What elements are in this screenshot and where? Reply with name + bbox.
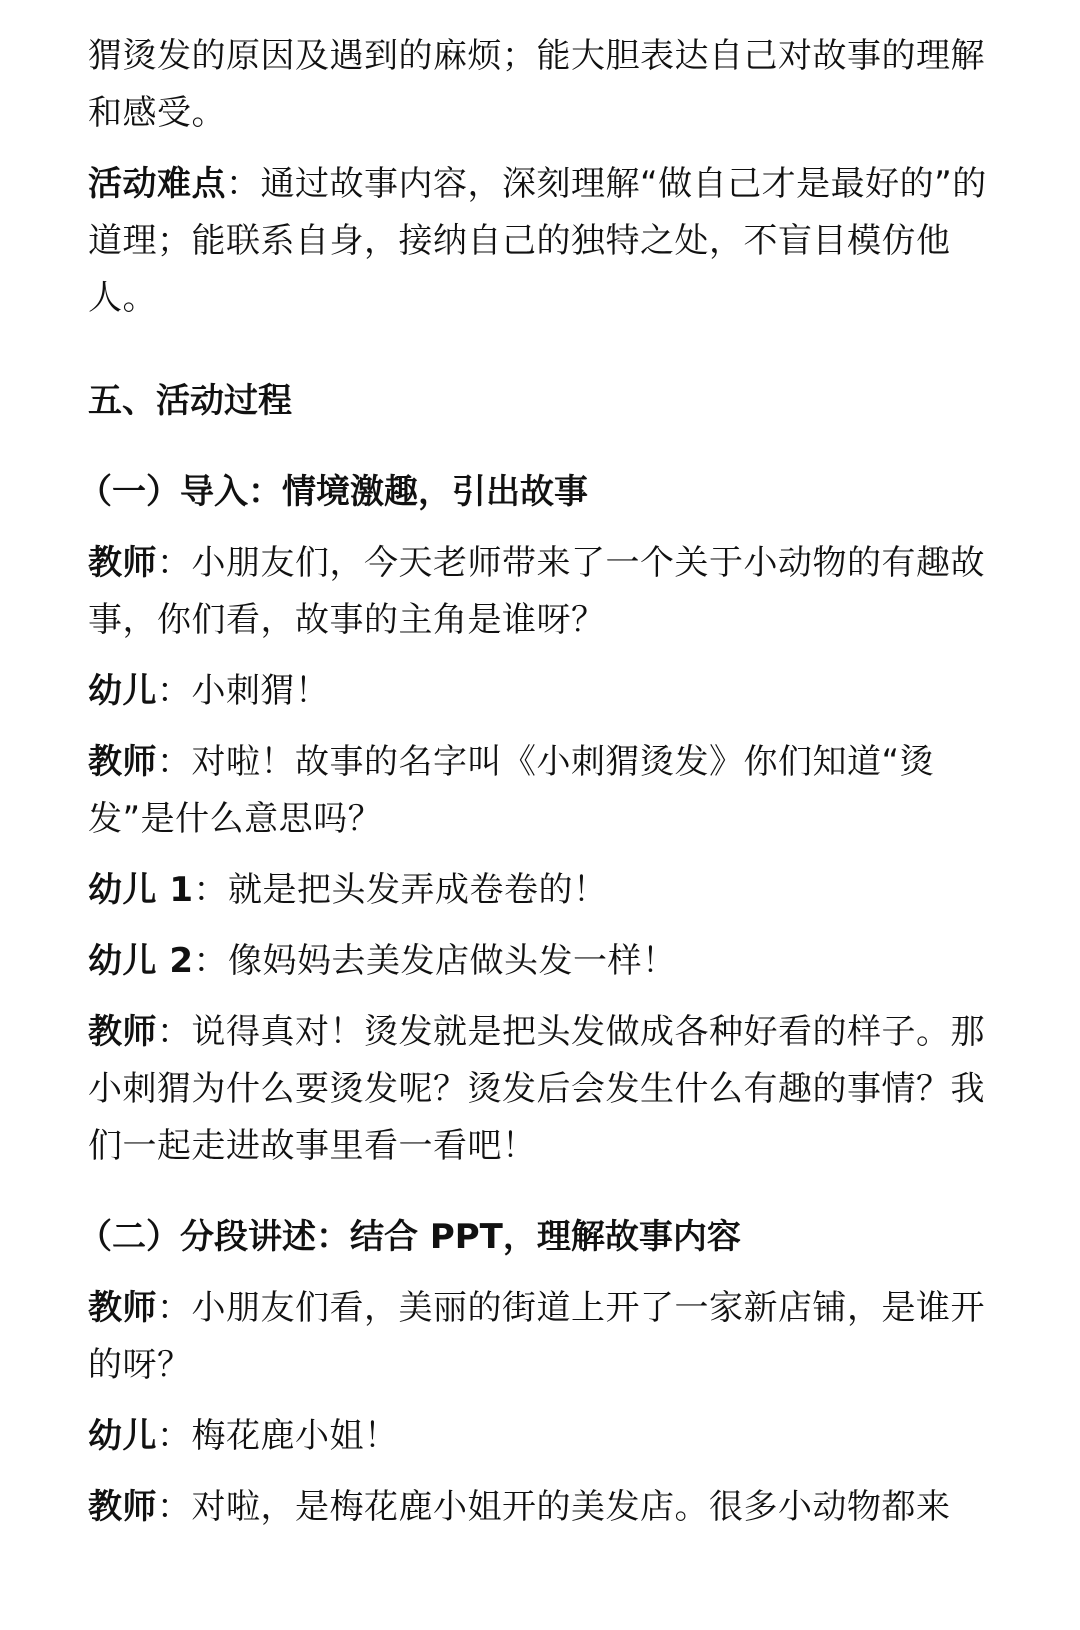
difficulty-text: ：通过故事内容，深刻理解“做自己才是最好的”的道理；能联系自身，接纳自己的独特之处，不盲目模仿他人。 — [88, 164, 987, 318]
speaker-label: 教师 — [88, 1288, 157, 1328]
dialogue-text: ：梅花鹿小姐！ — [157, 1416, 399, 1456]
dialogue-line — [88, 663, 990, 720]
dialogue-line — [88, 933, 990, 990]
dialogue-text: ：像妈妈去美发店做头发一样！ — [193, 941, 677, 981]
speaker-label: 教师 — [88, 1487, 157, 1527]
dialogue-text: ：小刺猬！ — [157, 671, 330, 711]
speaker-label: 幼儿 — [88, 671, 157, 711]
dialogue-text: ：就是把头发弄成卷卷的！ — [193, 870, 608, 910]
speaker-label: 幼儿 — [88, 1416, 157, 1456]
difficulty-label: 活动难点 — [88, 164, 226, 204]
part2-title: （二）分段讲述：结合 PPT，理解故事内容 — [78, 1217, 741, 1257]
dialogue-text: ：对啦，是梅花鹿小姐开的美发店。很多小动物都来 — [157, 1487, 951, 1527]
difficulty-paragraph — [88, 156, 990, 327]
dialogue-line — [88, 1004, 990, 1175]
dialogue-text: ：小朋友们，今天老师带来了一个关于小动物的有趣故事，你们看，故事的主角是谁呀？ — [88, 543, 985, 640]
dialogue-line — [88, 862, 990, 919]
section-title: 五、活动过程 — [88, 381, 292, 421]
dialogue-line — [88, 535, 990, 649]
speaker-label: 教师 — [88, 742, 157, 782]
speaker-label: 教师 — [88, 543, 157, 583]
dialogue-line — [88, 1408, 990, 1465]
dialogue-text: ：对啦！故事的名字叫《小刺猬烫发》你们知道“烫发”是什么意思吗？ — [88, 742, 935, 839]
dialogue-text: ：小朋友们看，美丽的街道上开了一家新店铺，是谁开的呀？ — [88, 1288, 985, 1385]
dialogue-line — [88, 734, 990, 848]
part1-title: （一）导入：情境激趣，引出故事 — [78, 472, 588, 512]
goal-paragraph: 猬烫发的原因及遇到的麻烦；能大胆表达自己对故事的理解和感受。 — [88, 36, 985, 133]
dialogue-text: ：说得真对！烫发就是把头发做成各种好看的样子。那小刺猬为什么要烫发呢？烫发后会发生什么有趣的事情？我们一起走进故事里看一看吧！ — [88, 1012, 985, 1166]
speaker-label: 幼儿 1 — [88, 870, 194, 910]
dialogue-line — [88, 1479, 990, 1536]
speaker-label: 教师 — [88, 1012, 157, 1052]
speaker-label: 幼儿 2 — [88, 941, 194, 981]
dialogue-line — [88, 1280, 990, 1394]
